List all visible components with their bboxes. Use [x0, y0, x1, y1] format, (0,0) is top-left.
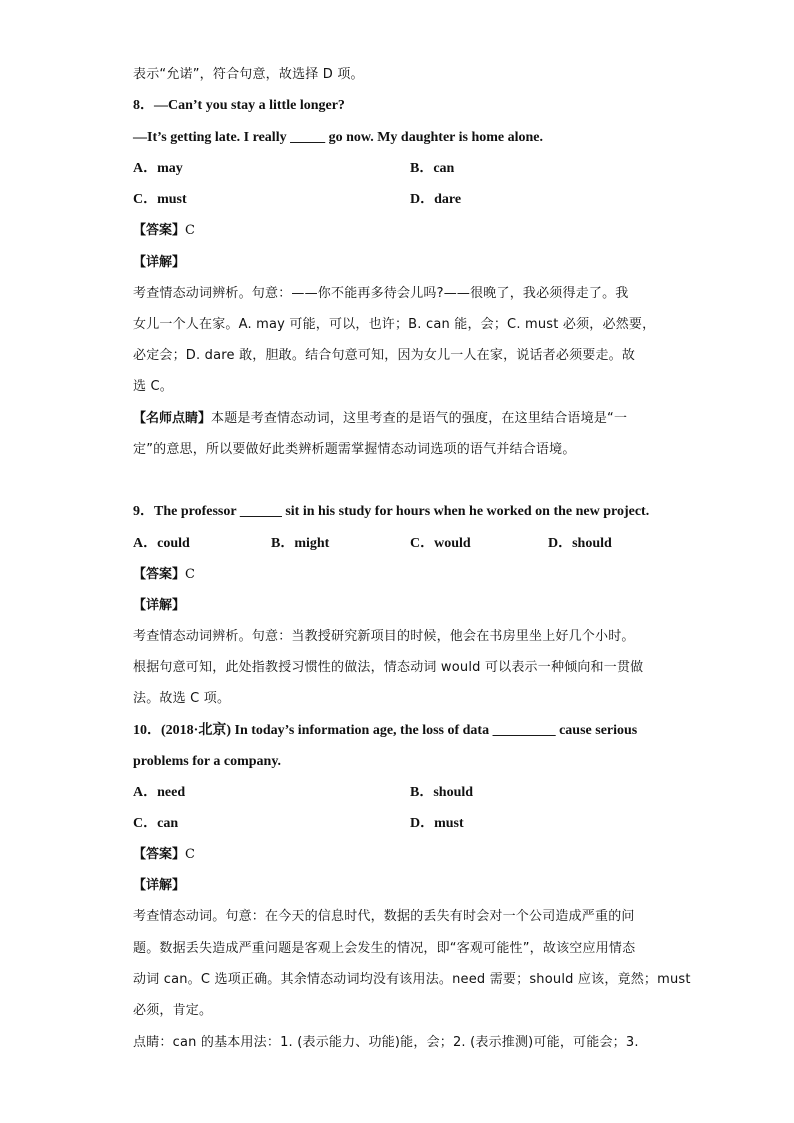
q9-detail-line1: 考查情态动词辨析。句意：当教授研究新项目的时候，他会在书房里坐上好几个小时。 — [133, 629, 635, 644]
tip-tag: 【名师点睛】 — [133, 411, 212, 426]
answer-tag: 【答案】 — [133, 223, 186, 238]
q10-detail-line4: 必须，肯定。 — [133, 1003, 213, 1018]
q8-tip-line1 — [133, 410, 663, 428]
q8-tip-line2: 定”的意思，所以要做好此类辨析题需掌握情态动词选项的语气并结合语境。 — [133, 442, 576, 457]
q10-point-line: 点睛：can 的基本用法：1. (表示能力、功能)能，会；2. (表示推测)可能，可能会；3. — [133, 1035, 639, 1050]
q8-stem-line1: 8．—Can’t you stay a little longer? — [133, 98, 345, 113]
q10-option-b: B．should — [410, 785, 474, 800]
q9-option-d: D．should — [548, 536, 612, 551]
q8-detail-line1: 考查情态动词辨析。句意：——你不能再多待会儿吗?——很晚了，我必须得走了。我 — [133, 286, 629, 301]
q8-option-a: A．may — [133, 161, 183, 176]
q8-option-c: C．must — [133, 192, 187, 207]
q8-answer — [133, 222, 663, 240]
q9-stem: 9．The professor ______ sit in his study for hours when he worked on the new project. — [133, 504, 650, 519]
q8-option-b: B．can — [410, 161, 455, 176]
q10-detail-line2: 题。数据丢失造成严重问题是客观上会发生的情况，即“客观可能性”，故该空应用情态 — [133, 941, 636, 956]
q8-option-d: D．dare — [410, 192, 462, 207]
q9-option-b: B．might — [271, 536, 330, 551]
q10-option-c: C．can — [133, 816, 179, 831]
answer-tag: 【答案】 — [133, 847, 186, 862]
q8-detail-line2: 女儿一个人在家。A. may 可能，可以，也许；B. can 能，会；C. must 必须，必然要， — [133, 317, 656, 332]
q10-stem-line1: 10．(2018·北京) In today’s information age, the loss of data _________ cause serious — [133, 723, 638, 738]
tip-text: 本题是考查情态动词，这里考查的是语气的强度，在这里结合语境是“一 — [211, 411, 628, 426]
q8-stem-line2: —It’s getting late. I really _____ go now. My daughter is home alone. — [133, 130, 544, 145]
q9-answer — [133, 566, 663, 584]
q9-detail-line2: 根据句意可知，此处指教授习惯性的做法，情态动词 would 可以表示一种倾向和一贯做 — [133, 660, 644, 675]
q9-detail-line3: 法。故选 C 项。 — [133, 691, 231, 706]
q8-detail-line3: 必定会；D. dare 敢，胆敢。结合句意可知，因为女儿一人在家，说话者必须要走。故 — [133, 348, 636, 363]
q9-option-a: A．could — [133, 536, 190, 551]
q10-option-a: A．need — [133, 785, 186, 800]
q10-stem-line2: problems for a company. — [133, 754, 282, 769]
intro-line: 表示“允诺”，符合句意，故选择 D 项。 — [133, 67, 364, 82]
q8-detail-line4: 选 C。 — [133, 379, 174, 394]
q10-detail-line3: 动词 can。C 选项正确。其余情态动词均没有该用法。need 需要；should 应该，竟然；must — [133, 972, 691, 987]
q10-answer — [133, 846, 663, 864]
answer-value: C — [185, 847, 195, 862]
q9-option-c: C．would — [410, 536, 471, 551]
answer-tag: 【答案】 — [133, 567, 186, 582]
answer-value: C — [185, 223, 195, 238]
answer-value: C — [185, 567, 195, 582]
q10-detail-tag: 【详解】 — [133, 878, 186, 893]
q9-detail-tag: 【详解】 — [133, 598, 186, 613]
q10-option-d: D．must — [410, 816, 464, 831]
q8-detail-tag: 【详解】 — [133, 255, 186, 270]
q10-detail-line1: 考查情态动词。句意：在今天的信息时代，数据的丢失有时会对一个公司造成严重的问 — [133, 909, 635, 924]
